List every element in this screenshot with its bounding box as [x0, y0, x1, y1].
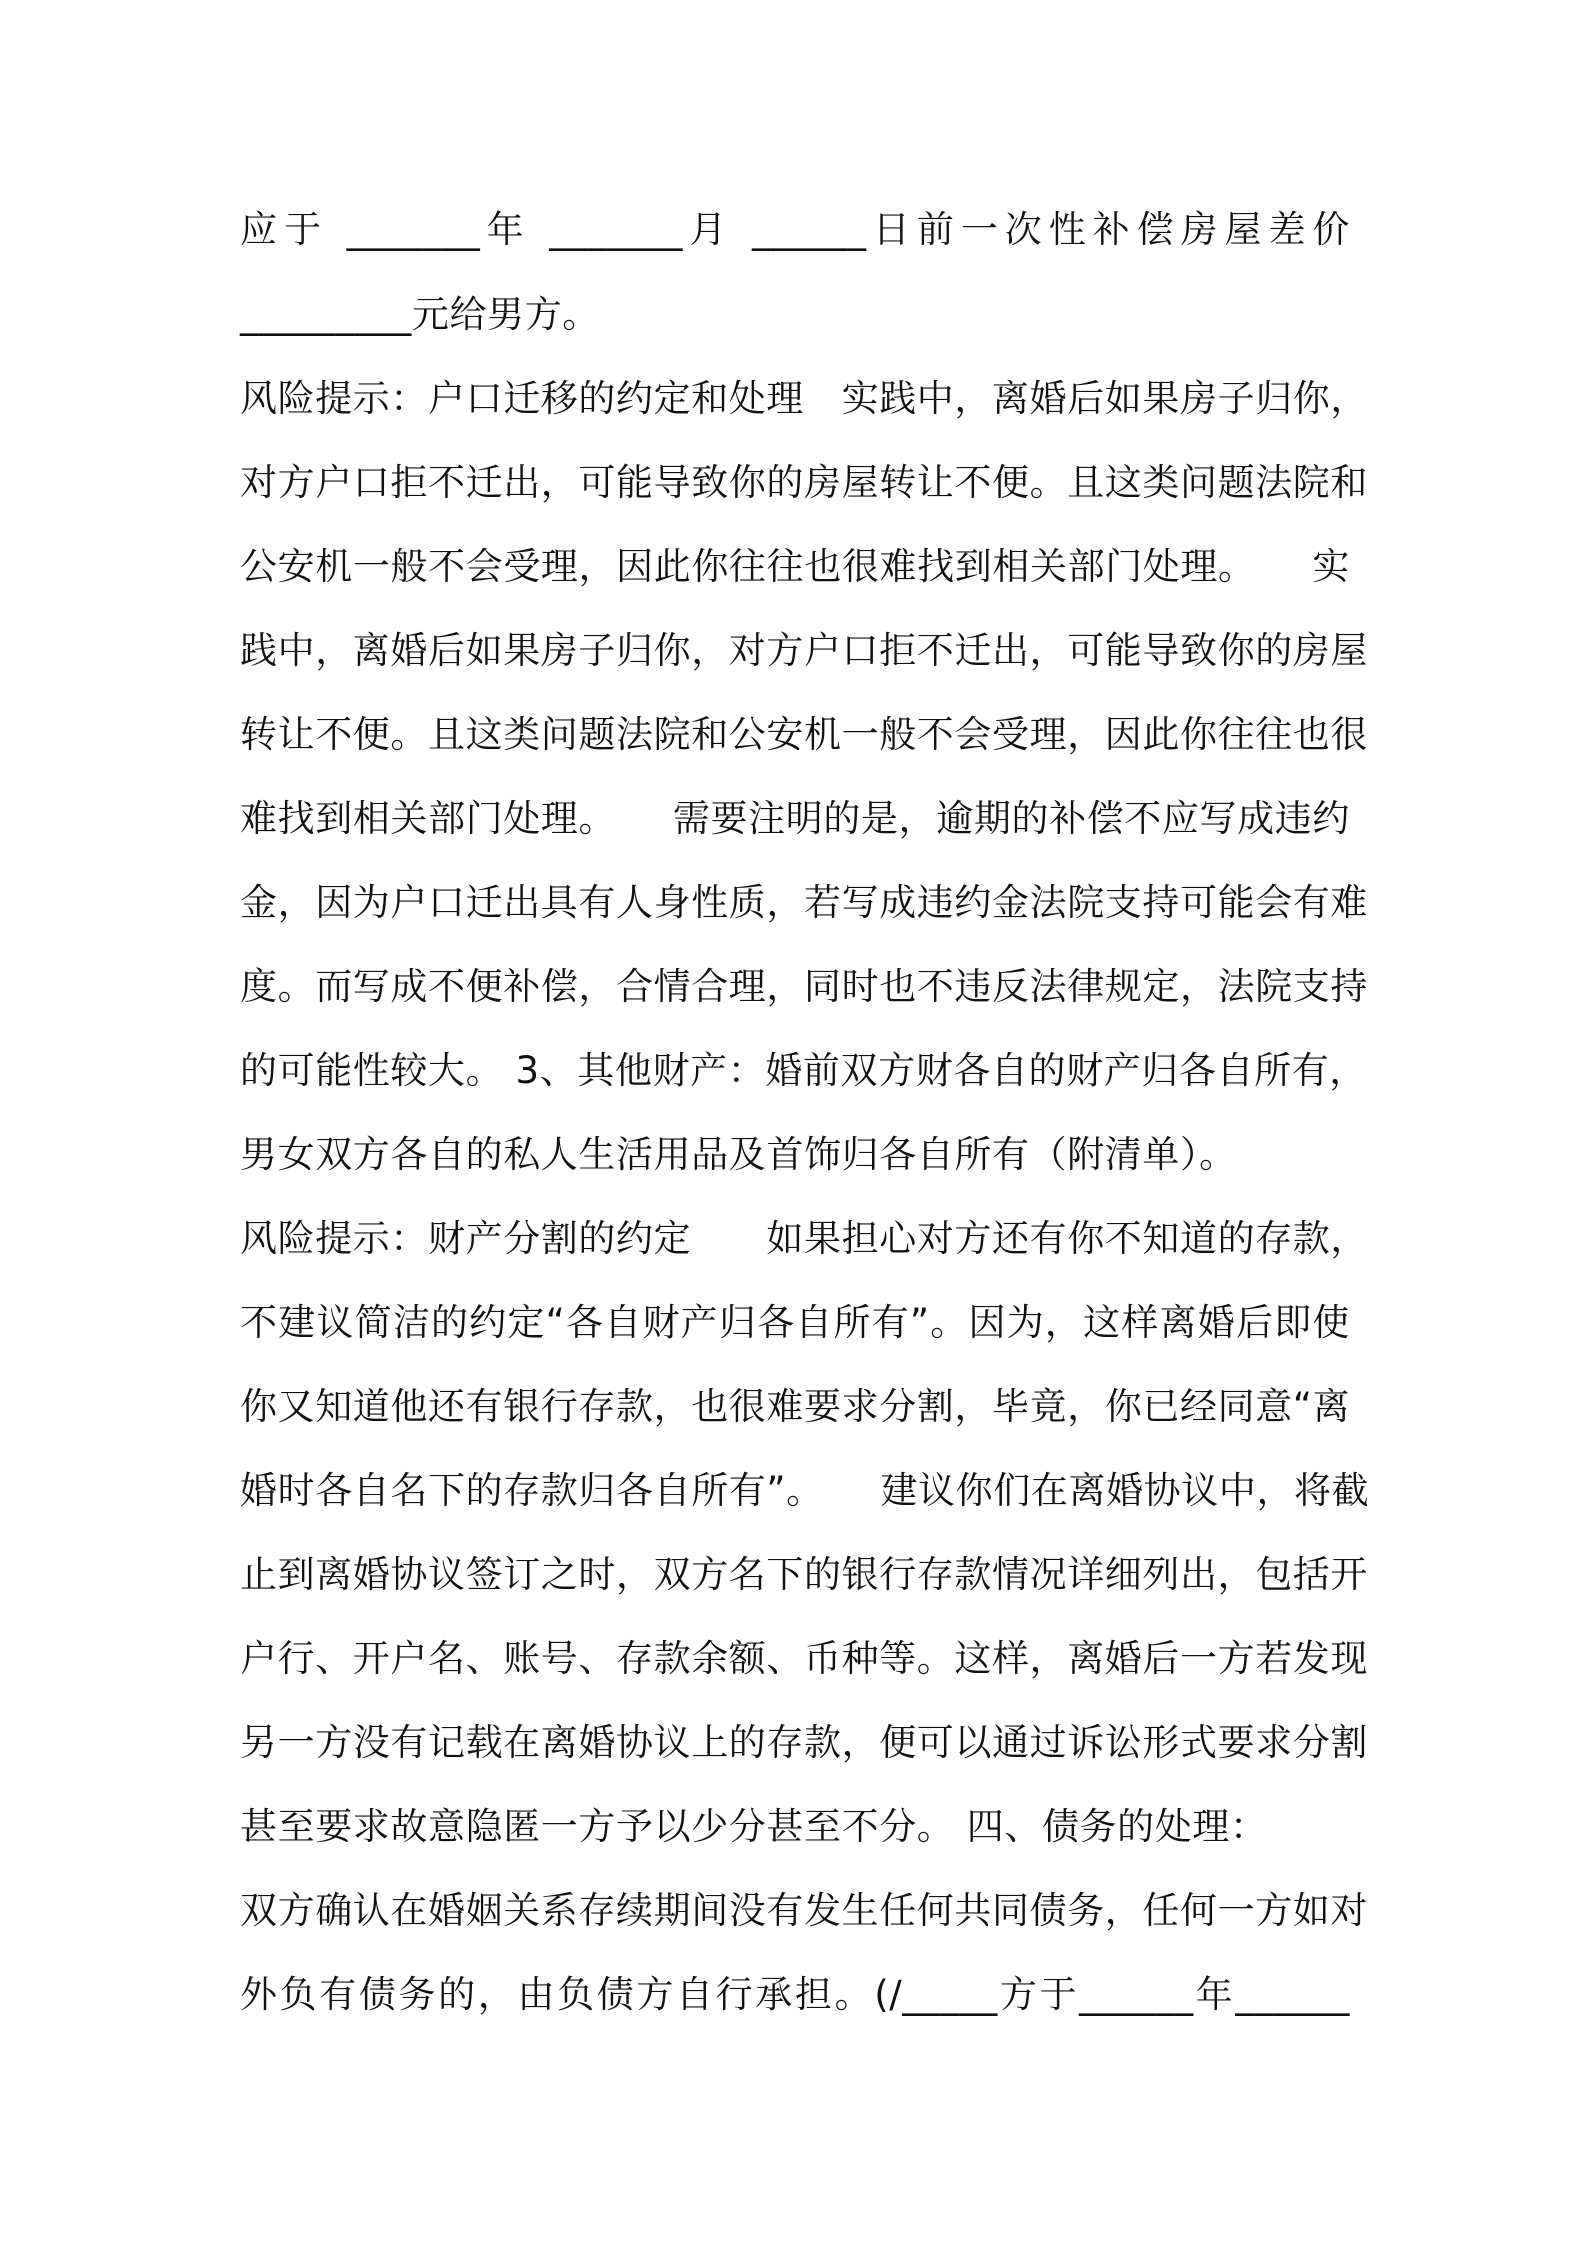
text-line-2: _________元给男方。 — [240, 293, 600, 336]
text-line-1: 应于 _______年 _______月 ______日前一次性补偿房屋差价 — [240, 208, 1350, 251]
text-line-20: 甚至要求故意隐匿一方予以少分甚至不分。 四、债务的处理： — [240, 1805, 1268, 1848]
text-line-15: 你又知道他还有银行存款，也很难要求分割，毕竟，你已经同意“离 — [240, 1385, 1351, 1428]
text-line-5: 公安机一般不会受理，因此你往往也很难找到相关部门处理。 实 — [240, 545, 1350, 588]
text-line-6: 践中，离婚后如果房子归你，对方户口拒不迁出，可能导致你的房屋 — [240, 629, 1368, 672]
text-line-21: 双方确认在婚姻关系存续期间没有发生任何共同债务，任何一方如对 — [240, 1889, 1368, 1932]
text-line-18: 户行、开户名、账号、存款余额、币种等。这样，离婚后一方若发现 — [240, 1637, 1368, 1680]
text-line-9: 金，因为户口迁出具有人身性质，若写成违约金法院支持可能会有难 — [240, 881, 1368, 924]
text-line-19: 另一方没有记载在离婚协议上的存款，便可以通过诉讼形式要求分割 — [240, 1721, 1368, 1764]
text-line-13: 风险提示：财产分割的约定 如果担心对方还有你不知道的存款， — [240, 1217, 1368, 1260]
text-line-8: 难找到相关部门处理。 需要注明的是，逾期的补偿不应写成违约 — [240, 797, 1350, 840]
text-line-7: 转让不便。且这类问题法院和公安机一般不会受理，因此你往往也很 — [240, 713, 1368, 756]
text-line-17: 止到离婚协议签订之时，双方名下的银行存款情况详细列出，包括开 — [240, 1553, 1368, 1596]
text-line-12: 男女双方各自的私人生活用品及首饰归各自所有（附清单）。 — [240, 1133, 1237, 1176]
text-line-10: 度。而写成不便补偿，合情合理，同时也不违反法律规定，法院支持 — [240, 965, 1368, 1008]
text-line-3: 风险提示：户口迁移的约定和处理 实践中，离婚后如果房子归你， — [240, 377, 1368, 420]
text-line-11: 的可能性较大。 3、其他财产：婚前双方财各自的财产归各自所有， — [240, 1049, 1367, 1092]
text-line-22: 外负有债务的，由负债方自行承担。(/_____方于______年______ — [240, 1973, 1350, 2016]
text-line-14: 不建议简洁的约定“各自财产归各自所有”。因为，这样离婚后即使 — [240, 1301, 1350, 1344]
text-line-16: 婚时各自名下的存款归各自所有”。 建议你们在离婚协议中，将截 — [240, 1469, 1370, 1512]
document-page — [240, 0, 1370, 2244]
text-line-4: 对方户口拒不迁出，可能导致你的房屋转让不便。且这类问题法院和 — [240, 461, 1368, 504]
